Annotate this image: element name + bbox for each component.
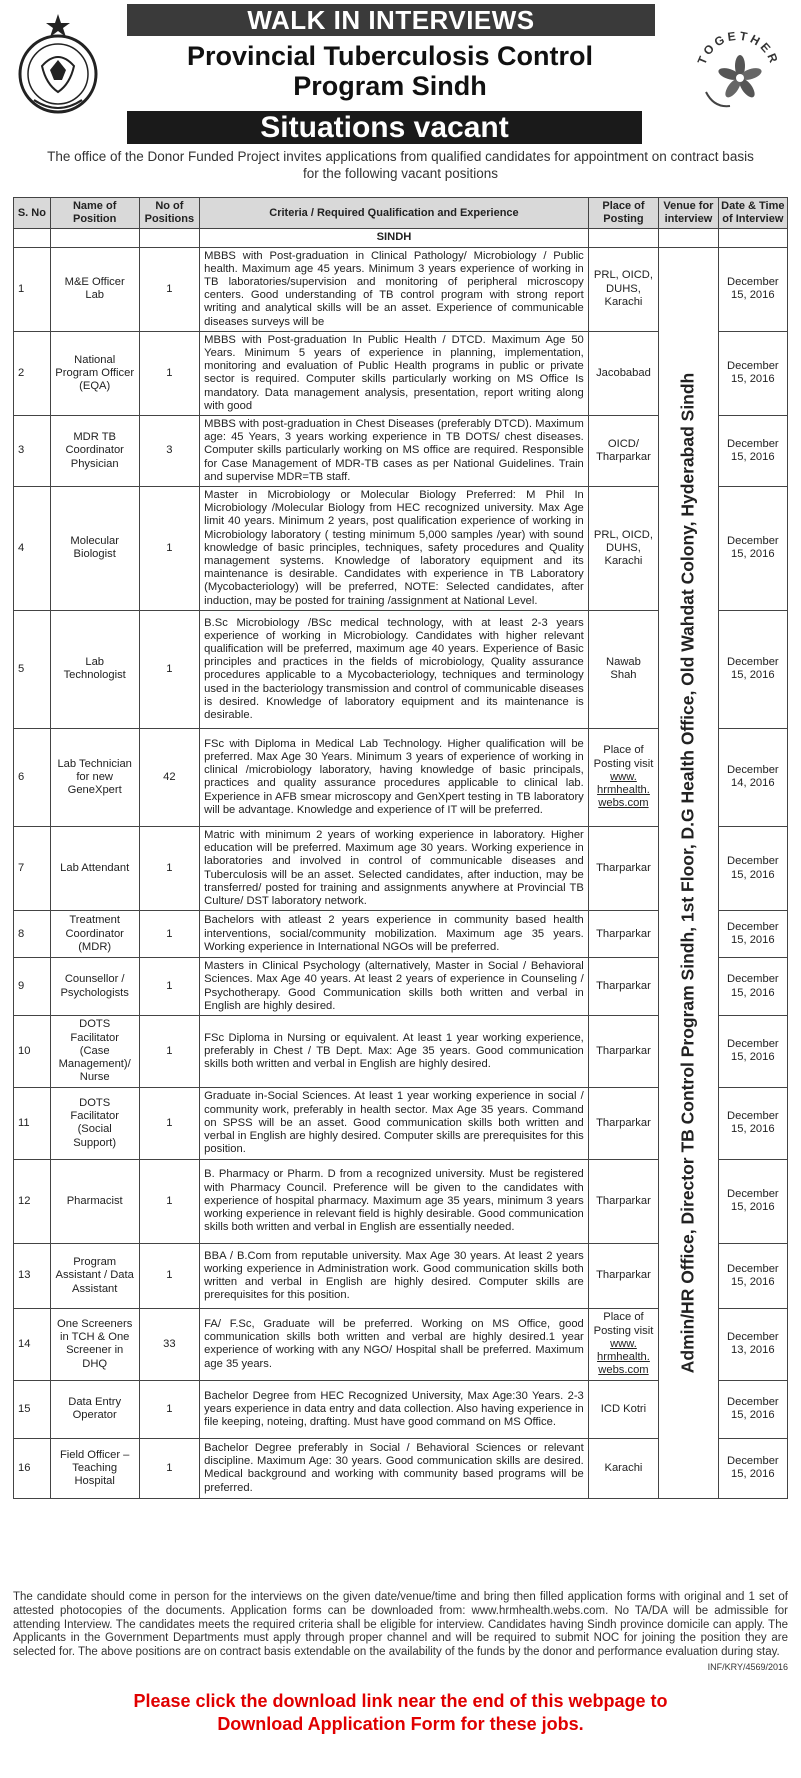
row-count: 1 xyxy=(139,487,200,611)
row-sno: 11 xyxy=(14,1087,51,1159)
region-row xyxy=(14,229,788,247)
row-position: Program Assistant / Data Assistant xyxy=(50,1243,139,1308)
row-date: December 15, 2016 xyxy=(718,1243,787,1308)
row-place: Tharparkar xyxy=(588,826,658,910)
row-date: December 15, 2016 xyxy=(718,958,787,1016)
header-venue: Venue for interview xyxy=(659,198,719,229)
row-count: 42 xyxy=(139,728,200,826)
row-date: December 15, 2016 xyxy=(718,331,787,415)
row-position: Treatment Coordinator (MDR) xyxy=(50,911,139,958)
row-position: Lab Technician for new GeneXpert xyxy=(50,728,139,826)
row-count: 1 xyxy=(139,1380,200,1438)
row-sno: 10 xyxy=(14,1015,51,1087)
row-position: MDR TB Coordinator Physician xyxy=(50,416,139,487)
row-date: December 15, 2016 xyxy=(718,826,787,910)
row-position: National Program Officer (EQA) xyxy=(50,331,139,415)
table-header-row xyxy=(14,198,788,229)
row-date: December 15, 2016 xyxy=(718,416,787,487)
row-count: 1 xyxy=(139,331,200,415)
row-position: Counsellor / Psychologists xyxy=(50,958,139,1016)
row-date: December 15, 2016 xyxy=(718,1380,787,1438)
venue-cell xyxy=(659,247,719,1498)
row-count: 1 xyxy=(139,1438,200,1498)
table-row xyxy=(14,247,788,331)
row-sno: 7 xyxy=(14,826,51,910)
row-criteria: FA/ F.Sc, Graduate will be preferred. Working on MS Office, good communication skills both written and verbal are highly desired.1 year experience of working with any NGO/ Hospital shall be preferred. Maximum age 35 years. xyxy=(200,1308,589,1380)
row-place: Tharparkar xyxy=(588,1015,658,1087)
row-place: Tharparkar xyxy=(588,911,658,958)
row-criteria: Graduate in-Social Sciences. At least 1 year working experience in social / community work, preferably in health sector. Max Age 35 years. Command on SPSS will be an asset. Good communication skills both written and verbal in English are highly desired. Computer skills are prerequisites for this position. xyxy=(200,1087,589,1159)
row-place: PRL, OICD, DUHS, Karachi xyxy=(588,487,658,611)
row-date: December 15, 2016 xyxy=(718,1438,787,1498)
row-count: 1 xyxy=(139,958,200,1016)
row-date: December 15, 2016 xyxy=(718,487,787,611)
row-sno: 16 xyxy=(14,1438,51,1498)
sindh-government-emblem-icon xyxy=(12,8,104,118)
row-sno: 8 xyxy=(14,911,51,958)
row-date: December 15, 2016 xyxy=(718,1087,787,1159)
row-place xyxy=(588,728,658,826)
row-position: M&E Officer Lab xyxy=(50,247,139,331)
row-count: 1 xyxy=(139,610,200,728)
row-sno: 1 xyxy=(14,247,51,331)
intro-text: The office of the Donor Funded Project invites applications from qualified candidates for appointment on contract basis for the following vacant positions xyxy=(47,149,754,181)
row-date: December 15, 2016 xyxy=(718,1159,787,1243)
row-date: December 15, 2016 xyxy=(718,247,787,331)
row-criteria: MBBS with Post-graduation in Clinical Pathology/ Microbiology / Public health. Maximum age 45 years. Minimum 3 years experience of working in TB laboratories/supervision and monitoring of peripheral microscopy centers. Good understanding of TB control program with strong report writing and analytical skills will be an asset. Experience of communicable diseases surveys will be xyxy=(200,247,589,331)
region-label: SINDH xyxy=(200,229,589,247)
row-count: 3 xyxy=(139,416,200,487)
row-sno: 9 xyxy=(14,958,51,1016)
download-notice[interactable] xyxy=(30,1690,771,1736)
row-place: Jacobabad xyxy=(588,331,658,415)
row-count: 1 xyxy=(139,1159,200,1243)
row-criteria: Bachelor Degree preferably in Social / Behavioral Sciences or relevant discipline. Maximum Age: 30 years. Good communication skills are desired. Medical background and working with community based programs will be preferred. xyxy=(200,1438,589,1498)
header-criteria: Criteria / Required Qualification and Experience xyxy=(200,198,589,229)
row-criteria: B. Pharmacy or Pharm. D from a recognized university. Must be registered with Pharmacy Council. Preference will be given to the candidates with experience of hospital pharmacy. Maximum age 35 years, minimum 3 years working experience in relevant field is highly desirable. Good communication skills both written and verbal in English are essentially needed. xyxy=(200,1159,589,1243)
row-criteria: Masters in Clinical Psychology (alternatively, Master in Social / Behavioral Sciences. Max Age 40 years. At least 2 years of experience in Counseling / Psychotherapy. Good Communication skills both written and verbal in English are highly desired. xyxy=(200,958,589,1016)
place-text: Place of Posting visit xyxy=(593,1311,654,1337)
row-place: Tharparkar xyxy=(588,1243,658,1308)
row-position: Lab Technologist xyxy=(50,610,139,728)
row-date: December 14, 2016 xyxy=(718,728,787,826)
together-logo-text: TOGETHER xyxy=(694,28,782,68)
row-place: Tharparkar xyxy=(588,958,658,1016)
together-logo-icon xyxy=(690,22,786,118)
row-sno: 13 xyxy=(14,1243,51,1308)
vacancies-table xyxy=(13,197,788,1499)
download-notice-line2: Download Application Form for these jobs. xyxy=(217,1714,584,1734)
footer-note: The candidate should come in person for the interviews on the given date/venue/time and bring then filled application forms with original and 1 set of attested photocopies of the documents. Application forms can be downloaded from: www.hrmhealth.webs.com. No TA/DA will be admissible for attending Interview. The candidates meets the required criteria shall be eligible for interview. Candidates having Sindh province domicile can apply. The Applicants in the Government Departments must apply through proper channel and will be required to submit NOC for joining the position they are selected for. The above positions are on contract basis extendable on the availability of the funds by the donor and performance evaluation during stay. xyxy=(13,1591,788,1659)
page-title-line2: Program Sindh xyxy=(293,71,487,101)
header-position-count: No of Positions xyxy=(139,198,200,229)
row-criteria: MBBS with Post-graduation In Public Health / DTCD. Maximum Age 50 Years. Minimum 5 years of experience in planning, implementation, monitoring and evaluation of Public Health programs in public or private sector is required. Computer skills particularly working on MS Office Is mandatory. Data management analysis, presentation, report writing along with good xyxy=(200,331,589,415)
row-criteria: MBBS with post-graduation in Chest Diseases (preferably DTCD). Maximum age: 45 Years, 3 years working experience in TB DOTS/ chest diseases. Computer skills particularly working on MS office are required. Responsible for Case Management of MDR-TB cases as per National Guidelines. Train and supervise MDR=TB staff. xyxy=(200,416,589,487)
row-sno: 6 xyxy=(14,728,51,826)
page-title-line1: Provincial Tuberculosis Control xyxy=(186,41,594,71)
row-place: Tharparkar xyxy=(588,1159,658,1243)
row-sno: 2 xyxy=(14,331,51,415)
header-place: Place of Posting xyxy=(588,198,658,229)
hrmhealth-link[interactable]: www. hrmhealth. webs.com xyxy=(597,1337,650,1377)
row-place: Nawab Shah xyxy=(588,610,658,728)
row-place: Tharparkar xyxy=(588,1087,658,1159)
row-sno: 12 xyxy=(14,1159,51,1243)
venue-text: Admin/HR Office, Director TB Control Program Sindh, 1st Floor, D.G Health Office, Old Wahdat Colony, Hyderabad Sindh xyxy=(677,372,698,1374)
row-count: 1 xyxy=(139,1087,200,1159)
row-criteria: Matric with minimum 2 years of working experience in laboratory. Higher education will be preferred. Maximum age 30 years. Working experience in laboratories and involved in control of communicable diseases and Tuberculosis will be an asset. Selected candidates, after induction, may be transferred/ posted for training and assignments anywhere at Provincial TB Culture/ DST laboratory network. xyxy=(200,826,589,910)
row-criteria: FSc with Diploma in Medical Lab Technology. Higher qualification will be preferred. Max Age 30 Years. Minimum 3 years of experience of working in clinical /microbiology laboratory, having knowledge of basic principals, practices and quality assurance procedures applicable to clinical lab. Experience in AFB smear microscopy and GenXpert testing in TB laboratory will be advantage. Knowledge and experience of IT will be preferred. xyxy=(200,728,589,826)
row-count: 1 xyxy=(139,911,200,958)
row-date: December 13, 2016 xyxy=(718,1308,787,1380)
row-place: ICD Kotri xyxy=(588,1380,658,1438)
header-position-name: Name of Position xyxy=(50,198,139,229)
row-sno: 4 xyxy=(14,487,51,611)
row-position: One Screeners in TCH & One Screener in DHQ xyxy=(50,1308,139,1380)
row-date: December 15, 2016 xyxy=(718,911,787,958)
row-position: Field Officer – Teaching Hospital xyxy=(50,1438,139,1498)
row-place: OICD/ Tharparkar xyxy=(588,416,658,487)
header-sno: S. No xyxy=(14,198,51,229)
row-position: DOTS Facilitator (Case Management)/ Nurse xyxy=(50,1015,139,1087)
row-place: Karachi xyxy=(588,1438,658,1498)
row-sno: 14 xyxy=(14,1308,51,1380)
row-date: December 15, 2016 xyxy=(718,610,787,728)
place-text: Place of Posting visit xyxy=(593,744,654,770)
row-count: 1 xyxy=(139,1243,200,1308)
reference-number: INF/KRY/4569/2016 xyxy=(707,1662,788,1672)
row-position: Molecular Biologist xyxy=(50,487,139,611)
situations-vacant-banner: Situations vacant xyxy=(127,111,642,144)
hrmhealth-link[interactable]: www. hrmhealth. webs.com xyxy=(597,770,650,810)
row-sno: 5 xyxy=(14,610,51,728)
row-position: Lab Attendant xyxy=(50,826,139,910)
row-place: PRL, OICD, DUHS, Karachi xyxy=(588,247,658,331)
row-criteria: Bachelors with atleast 2 years experience in community based health interventions, social/community mobilization. Maximum age 35 years. Working experience in International NGOs will be preferred. xyxy=(200,911,589,958)
download-notice-line1: Please click the download link near the end of this webpage to xyxy=(133,1691,668,1711)
row-position: Pharmacist xyxy=(50,1159,139,1243)
row-count: 1 xyxy=(139,1015,200,1087)
header-date: Date & Time of Interview xyxy=(718,198,787,229)
row-criteria: Bachelor Degree from HEC Recognized University, Max Age:30 Years. 2-3 years experience in data entry and data collection. Also having experience in file keeping, noteing, drafting. Must have good command on MS Office. xyxy=(200,1380,589,1438)
row-count: 1 xyxy=(139,826,200,910)
row-position: Data Entry Operator xyxy=(50,1380,139,1438)
row-position: DOTS Facilitator (Social Support) xyxy=(50,1087,139,1159)
row-date: December 15, 2016 xyxy=(718,1015,787,1087)
walk-in-banner: WALK IN INTERVIEWS xyxy=(127,4,655,36)
row-criteria: BBA / B.Com from reputable university. Max Age 30 years. At least 2 years working experience in Administration work. Good communication skills both written and verbal in English are highly desired. Computer skills are prerequisites for this position. xyxy=(200,1243,589,1308)
advert-header xyxy=(0,0,801,200)
row-count: 33 xyxy=(139,1308,200,1380)
row-criteria: B.Sc Microbiology /BSc medical technology, with at least 2-3 years experience of working in Microbiology. Candidates with higher relevant qualification will be preferred, maximum age 40 years. Experience of Basic principles and practices in the fields of microbiology, Quality assurance procedures applicable to a Mycobacteriology, techniques and terminology used in the bacteriology transmission and control of communicable diseases is desired. Knowledge of laboratory equipment and its maintenance is desirable. xyxy=(200,610,589,728)
row-count: 1 xyxy=(139,247,200,331)
row-criteria: FSc Diploma in Nursing or equivalent. At least 1 year working experience, preferably in Chest / TB Dept. Max: Age 35 years. Good communication skills both written and verbal in English are highly desired. xyxy=(200,1015,589,1087)
row-sno: 15 xyxy=(14,1380,51,1438)
row-sno: 3 xyxy=(14,416,51,487)
row-criteria: Master in Microbiology or Molecular Biology Preferred: M Phil In Microbiology /Molecular Biology from HEC recognized university. Max Age limit 40 years. Minimum 2 years, post qualification experience of working in Microbiology laboratory ( testing minimum 5,000 samples /year) with sound knowledge of basic principles, techniques, safety procedures and Quality management systems. Knowledge of laboratory equipment and its maintenance is desirable. Candidates with experience in TB Laboratory (Mycobacteriology) will be preferred, NOTE: Selected candidates, after induction, may be posted for training /assignment at National Level. xyxy=(200,487,589,611)
row-place xyxy=(588,1308,658,1380)
